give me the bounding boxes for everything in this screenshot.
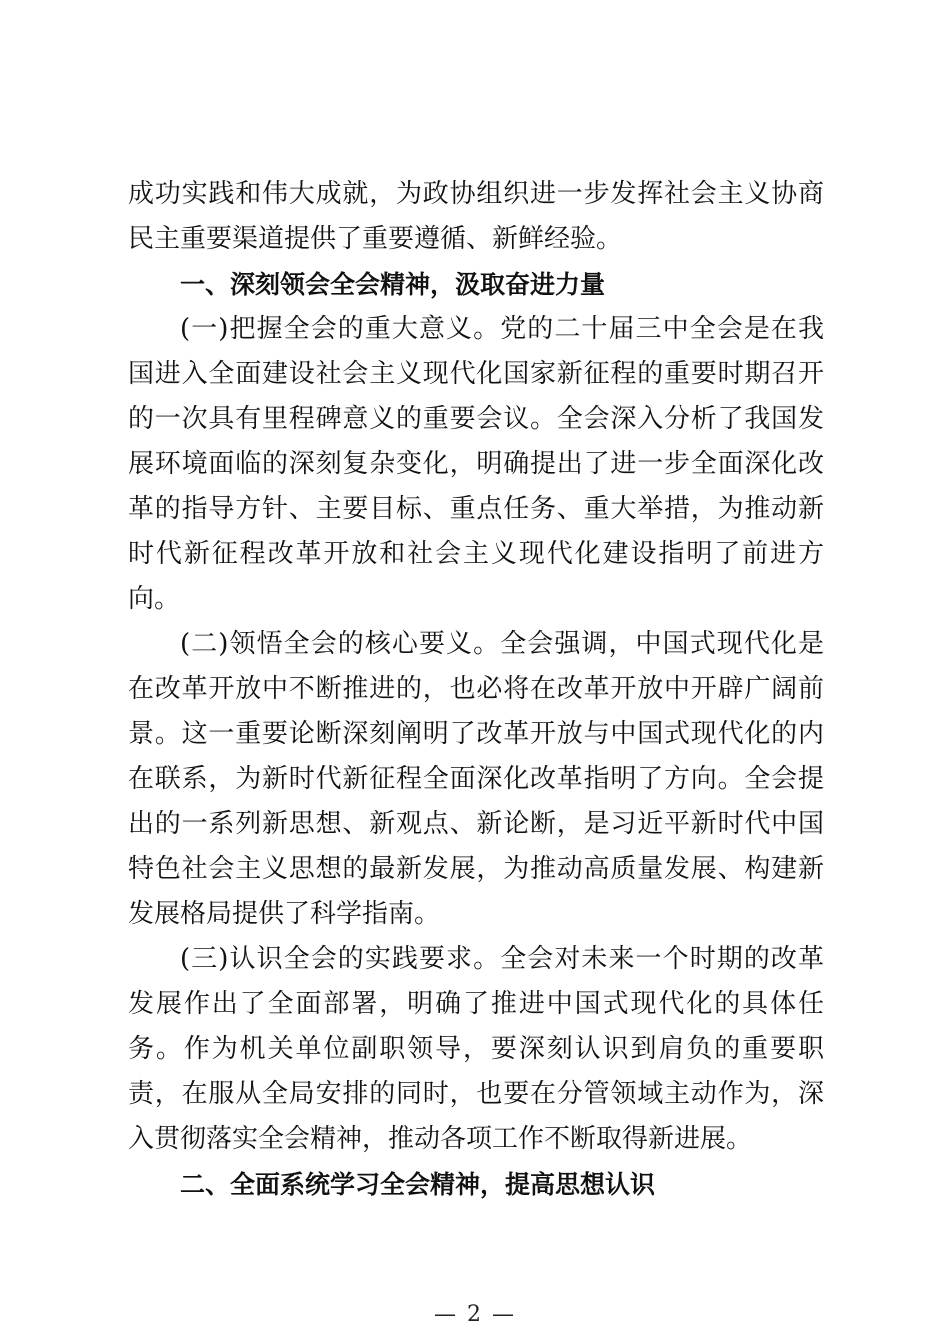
paragraph-lead: (二)领悟全会的核心要义。	[180, 629, 501, 659]
paragraph-continuation: 成功实践和伟大成就，为政协组织进一步发挥社会主义协商民主重要渠道提供了重要遵循、新鲜经验。	[128, 179, 824, 254]
paragraph-significance	[128, 307, 824, 622]
paragraph-lead: (一)把握全会的重大意义。	[180, 314, 501, 344]
paragraph-practical-requirements	[128, 937, 824, 1162]
paragraph-lead: (三)认识全会的实践要求。	[180, 944, 501, 974]
paragraph-text: 党的二十届三中全会是在我国进入全面建设社会主义现代化国家新征程的重要时期召开的一次具有里程碑意义的重要会议。全会深入分析了我国发展环境面临的深刻复杂变化，明确提出了进一步全面深化改革的指导方针、主要目标、重点任务、重大举措，为推动新时代新征程改革开放和社会主义现代化建设指明了前进方向。	[128, 314, 824, 614]
page-number: — 2 —	[434, 1302, 516, 1327]
section-heading-1: 一、深刻领会全会精神，汲取奋进力量	[180, 270, 606, 299]
section-heading-2: 二、全面系统学习全会精神，提高思想认识	[180, 1170, 656, 1199]
paragraph-core-essence	[128, 622, 824, 937]
document-body	[128, 172, 824, 1207]
paragraph-text: 全会强调，中国式现代化是在改革开放中不断推进的，也必将在改革开放中开辟广阔前景。这一重要论断深刻阐明了改革开放与中国式现代化的内在联系，为新时代新征程全面深化改革指明了方向。全会提出的一系列新思想、新观点、新论断，是习近平新时代中国特色社会主义思想的最新发展，为推动高质量发展、构建新发展格局提供了科学指南。	[128, 629, 824, 929]
paragraph-text: 全会对未来一个时期的改革发展作出了全面部署，明确了推进中国式现代化的具体任务。作为机关单位副职领导，要深刻认识到肩负的重要职责，在服从全局安排的同时，也要在分管领域主动作为，深入贯彻落实全会精神，推动各项工作不断取得新进展。	[128, 944, 824, 1154]
